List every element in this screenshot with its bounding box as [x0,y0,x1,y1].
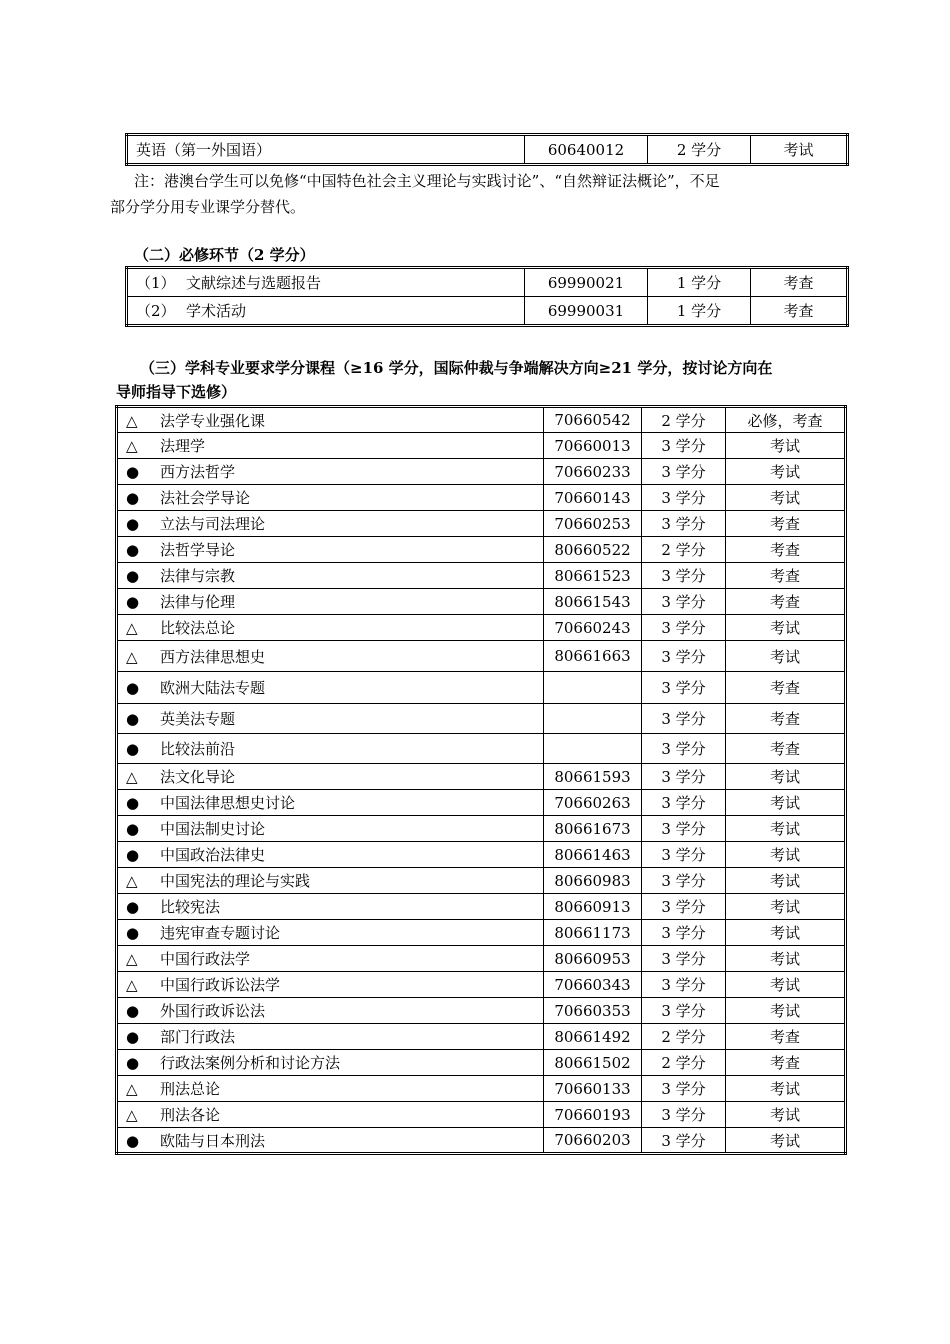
course-name-cell [117,946,544,972]
table-row [117,1076,846,1102]
required-bullet-icon: ● [126,740,140,758]
table-row [117,1128,846,1154]
triangle-icon: △ [126,619,138,637]
course-assessment: 考试 [726,615,846,641]
section-3-heading [116,356,846,404]
triangle-icon: △ [126,437,138,455]
table-row [117,589,846,615]
course-name: 中国法制史讨论 [160,820,266,838]
course-name: 文献综述与选题报告 [186,274,322,292]
course-credit: 3 学分 [642,868,726,894]
course-code: 70660013 [544,433,642,459]
required-bullet-icon: ● [126,567,140,585]
course-credit: 3 学分 [642,842,726,868]
course-credit: 3 学分 [642,946,726,972]
course-assessment: 考查 [726,704,846,734]
required-bullet-icon: ● [126,794,140,812]
required-bullet-icon: ● [126,593,140,611]
required-bullet-icon: ● [126,1002,140,1020]
course-credit: 3 学分 [642,459,726,485]
course-code: 70660353 [544,998,642,1024]
course-code: 70660193 [544,1102,642,1128]
triangle-icon: △ [126,647,138,666]
course-code: 80660953 [544,946,642,972]
course-credit: 3 学分 [642,1102,726,1128]
course-code: 80661492 [544,1024,642,1050]
course-code [544,704,642,734]
section-2-heading: （二）必修环节（2 学分） [134,246,315,264]
course-name: 中国政治法律史 [160,846,266,864]
course-name-cell [127,268,525,297]
course-code: 69990031 [525,297,648,326]
table-row [127,135,848,165]
course-name: 西方法律思想史 [160,647,266,666]
table-row [117,537,846,563]
required-bullet-icon: ● [126,1028,140,1046]
table-row [117,734,846,764]
table-row [117,485,846,511]
course-code: 80661543 [544,589,642,615]
course-name: 刑法各论 [160,1106,221,1124]
table-row [117,459,846,485]
course-credit: 1 学分 [648,268,751,297]
course-credit: 3 学分 [642,704,726,734]
required-bullet-icon: ● [126,924,140,942]
course-assessment: 考查 [726,1050,846,1076]
course-name-cell [117,407,544,433]
course-name-cell [117,537,544,563]
language-course-table [125,133,849,166]
course-assessment: 考查 [726,589,846,615]
course-name-cell [127,297,525,326]
section-3-heading-line-1: （三）学科专业要求学分课程（≥16 学分，国际仲裁与争端解决方向≥21 学分，按讨论方向在 [140,359,773,377]
course-code: 80661502 [544,1050,642,1076]
course-name-cell [117,998,544,1024]
course-credit: 2 学分 [648,135,751,165]
course-assessment: 考试 [726,972,846,998]
course-code: 80660522 [544,537,642,563]
course-name-cell [117,672,544,704]
course-credit: 3 学分 [642,641,726,672]
course-name: 法社会学导论 [160,489,251,507]
course-code: 70660343 [544,972,642,998]
course-credit: 3 学分 [642,894,726,920]
required-bullet-icon: ● [126,541,140,559]
required-bullet-icon: ● [126,710,140,728]
course-assessment: 考查 [726,537,846,563]
triangle-icon: △ [126,768,138,786]
course-assessment: 考试 [726,998,846,1024]
course-name-cell [117,459,544,485]
course-credit: 3 学分 [642,563,726,589]
course-assessment: 考查 [751,268,848,297]
table-row [117,1102,846,1128]
course-code: 80661673 [544,816,642,842]
course-name: 英美法专题 [160,710,236,728]
course-name-cell [117,894,544,920]
course-name: 行政法案例分析和讨论方法 [160,1054,341,1072]
course-code [544,672,642,704]
table-row [117,511,846,537]
course-code: 80661593 [544,764,642,790]
course-name-cell [117,511,544,537]
course-name-cell [117,563,544,589]
course-name-cell [117,589,544,615]
course-credit: 3 学分 [642,485,726,511]
course-code: 60640012 [525,135,648,165]
table-row [117,946,846,972]
course-name-cell [117,1076,544,1102]
course-name: 英语（第一外国语） [127,135,525,165]
course-name: 立法与司法理论 [160,515,266,533]
course-assessment: 考试 [726,790,846,816]
course-code: 80661173 [544,920,642,946]
course-assessment: 考查 [726,734,846,764]
course-name: 中国行政法学 [160,950,251,968]
required-segments-table [125,266,849,327]
table-row [117,816,846,842]
course-assessment: 考试 [726,842,846,868]
required-bullet-icon: ● [126,1054,140,1072]
table-row [127,297,848,326]
course-name: 违宪审查专题讨论 [160,924,281,942]
course-credit: 3 学分 [642,433,726,459]
triangle-icon: △ [126,1080,138,1098]
course-name: 法哲学导论 [160,541,236,559]
course-name: 学术活动 [186,302,247,320]
course-name-cell [117,816,544,842]
course-code: 69990021 [525,268,648,297]
table-row [117,641,846,672]
course-credit: 3 学分 [642,998,726,1024]
table-row [117,764,846,790]
required-bullet-icon: ● [126,515,140,533]
course-code: 70660203 [544,1128,642,1154]
course-name-cell [117,790,544,816]
course-credit: 3 学分 [642,615,726,641]
table-row [117,868,846,894]
note-paragraph [110,168,850,220]
course-credit: 3 学分 [642,790,726,816]
course-credit: 3 学分 [642,764,726,790]
course-code: 80661463 [544,842,642,868]
course-assessment: 考试 [726,894,846,920]
course-credit: 3 学分 [642,972,726,998]
course-name-cell [117,972,544,998]
course-assessment: 考查 [751,297,848,326]
required-bullet-icon: ● [126,489,140,507]
course-assessment: 考试 [726,1128,846,1154]
course-credit: 3 学分 [642,816,726,842]
course-name-cell [117,1050,544,1076]
required-bullet-icon: ● [126,463,140,481]
course-name: 中国法律思想史讨论 [160,794,296,812]
course-name-cell [117,704,544,734]
table-row [117,894,846,920]
course-assessment: 考试 [751,135,848,165]
triangle-icon: △ [126,411,138,430]
course-name-cell [117,485,544,511]
course-credit: 3 学分 [642,734,726,764]
table-row [117,920,846,946]
required-bullet-icon: ● [126,846,140,864]
triangle-icon: △ [126,1106,138,1124]
table-row [117,433,846,459]
course-name-cell [117,641,544,672]
course-name-cell [117,734,544,764]
course-name: 西方法哲学 [160,463,236,481]
triangle-icon: △ [126,950,138,968]
course-name: 法理学 [160,437,206,455]
course-credit: 2 学分 [642,537,726,563]
course-code: 70660263 [544,790,642,816]
triangle-icon: △ [126,976,138,994]
table-row [117,842,846,868]
course-assessment: 考试 [726,433,846,459]
course-name: 欧洲大陆法专题 [160,679,266,697]
course-credit: 3 学分 [642,1128,726,1154]
course-code [544,734,642,764]
course-name-cell [117,868,544,894]
course-credit: 3 学分 [642,511,726,537]
course-name-cell [117,1128,544,1154]
required-bullet-icon: ● [126,898,140,916]
course-name: 法律与宗教 [160,567,236,585]
course-name: 部门行政法 [160,1028,236,1046]
table-row [117,790,846,816]
course-name-cell [117,433,544,459]
course-name: 比较宪法 [160,898,221,916]
course-credit: 3 学分 [642,672,726,704]
course-name-cell [117,764,544,790]
item-number: （1） [136,274,176,292]
course-name: 比较法前沿 [160,740,236,758]
course-name-cell [117,920,544,946]
course-name: 法文化导论 [160,768,236,786]
table-row [117,704,846,734]
table-row [117,1024,846,1050]
section-3-heading-line-2: 导师指导下选修） [116,383,237,401]
required-bullet-icon: ● [126,679,140,697]
item-number: （2） [136,302,176,320]
course-name: 中国宪法的理论与实践 [160,872,311,890]
course-name: 法学专业强化课 [160,411,266,430]
course-assessment: 考试 [726,459,846,485]
course-name: 外国行政诉讼法 [160,1002,266,1020]
table-row [127,268,848,297]
triangle-icon: △ [126,872,138,890]
course-code: 70660542 [544,407,642,433]
course-credit: 3 学分 [642,920,726,946]
table-row [117,615,846,641]
course-name-cell [117,1102,544,1128]
course-credit: 1 学分 [648,297,751,326]
course-assessment: 考试 [726,1102,846,1128]
course-assessment: 考试 [726,816,846,842]
course-name: 比较法总论 [160,619,236,637]
course-code: 80661663 [544,641,642,672]
course-assessment: 考试 [726,1076,846,1102]
course-name: 法律与伦理 [160,593,236,611]
course-assessment: 考试 [726,485,846,511]
course-credit: 2 学分 [642,407,726,433]
course-code: 70660243 [544,615,642,641]
course-assessment: 考试 [726,764,846,790]
course-name-cell [117,1024,544,1050]
course-name-cell [117,615,544,641]
course-name-cell [117,842,544,868]
course-code: 80661523 [544,563,642,589]
course-assessment: 必修，考查 [726,407,846,433]
course-code: 80660913 [544,894,642,920]
table-row [117,407,846,433]
note-line-2: 部分学分用专业课学分替代。 [110,198,306,216]
note-line-1: 注：港澳台学生可以免修“中国特色社会主义理论与实践讨论”、“自然辩证法概论”，不足 [134,172,720,190]
course-credit: 3 学分 [642,1076,726,1102]
course-name: 欧陆与日本刑法 [160,1131,266,1150]
table-row [117,998,846,1024]
course-assessment: 考查 [726,672,846,704]
course-name: 中国行政诉讼法学 [160,976,281,994]
course-credit: 3 学分 [642,589,726,615]
course-assessment: 考试 [726,920,846,946]
course-assessment: 考试 [726,641,846,672]
course-assessment: 考试 [726,946,846,972]
course-assessment: 考查 [726,1024,846,1050]
required-bullet-icon: ● [126,1131,140,1150]
course-assessment: 考试 [726,868,846,894]
course-code: 80660983 [544,868,642,894]
course-credit: 2 学分 [642,1024,726,1050]
table-row [117,563,846,589]
course-code: 70660143 [544,485,642,511]
course-name: 刑法总论 [160,1080,221,1098]
required-bullet-icon: ● [126,820,140,838]
table-row [117,1050,846,1076]
discipline-courses-table [115,405,847,1155]
course-code: 70660133 [544,1076,642,1102]
discipline-courses-body [117,407,846,1154]
course-code: 70660253 [544,511,642,537]
course-code: 70660233 [544,459,642,485]
course-assessment: 考查 [726,511,846,537]
table-row [117,672,846,704]
course-credit: 2 学分 [642,1050,726,1076]
table-row [117,972,846,998]
course-assessment: 考查 [726,563,846,589]
